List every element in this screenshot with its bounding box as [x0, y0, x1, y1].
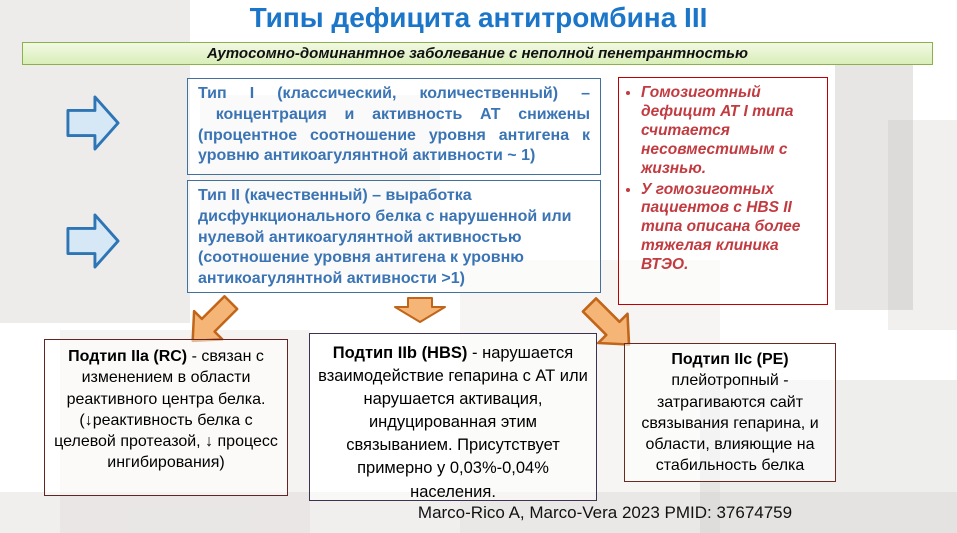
type2-box: Тип II (качественный) – выработка дисфункционального белка с нарушенной или нулевой антикоагулянтной активностью (соотношение уровня антигена к уровню антикоагулянтной активности >1)	[187, 180, 601, 293]
homozygous-note-box	[618, 77, 828, 305]
subtype-iic-heading: Подтип IIc (PE)	[671, 351, 789, 368]
subtype-iib-heading: Подтип IIb (HBS)	[332, 344, 468, 362]
subtype-iic-box	[624, 343, 836, 482]
blue-right-arrow-icon	[66, 210, 120, 277]
citation: Marco-Rico A, Marco-Vera 2023 PMID: 37674759	[417, 503, 793, 522]
subtype-iia-box	[44, 339, 288, 496]
homozygous-note-item: • Гомозиготный дефицит АТ I типа считается несовместимым с жизнью.	[641, 84, 821, 179]
orange-down-arrow-icon	[393, 297, 447, 329]
homozygous-note-item: • У гомозиготных пациентов с HBS II типа описана более тяжелая клиника ВТЭО.	[641, 181, 821, 276]
subtype-iia-heading: Подтип IIa (RC)	[68, 348, 188, 365]
slide-title: Типы дефицита антитромбина III	[249, 2, 708, 33]
blue-right-arrow-icon	[66, 92, 120, 159]
subtype-iic-body: плейотропный - затрагиваются сайт связывания гепарина, и области, влияющие на стабильность белка	[641, 372, 819, 475]
subtype-iib-box	[309, 333, 597, 501]
subtype-iib-body: - нарушается взаимодействие гепарина с АТ или нарушается активация, индуцированная этим связыванием. Присутствует примерно у 0,03%-0,04% населения.	[318, 344, 588, 501]
subtype-iia-body: - связан с изменением в области реактивного центра белка. (↓реактивность белка с целевой протеазой, ↓ процесс ингибирования)	[54, 348, 278, 472]
type1-box: Тип I (классический, количественный) – концентрация и активность АТ снижены (процентное соотношение уровня антигена к уровню антикоагулянтной активности ~ 1)	[187, 78, 601, 175]
background-building	[888, 120, 957, 330]
homozygous-note-list	[623, 84, 821, 275]
inheritance-banner: Аутосомно-доминантное заболевание с неполной пенетрантностью	[22, 42, 933, 65]
